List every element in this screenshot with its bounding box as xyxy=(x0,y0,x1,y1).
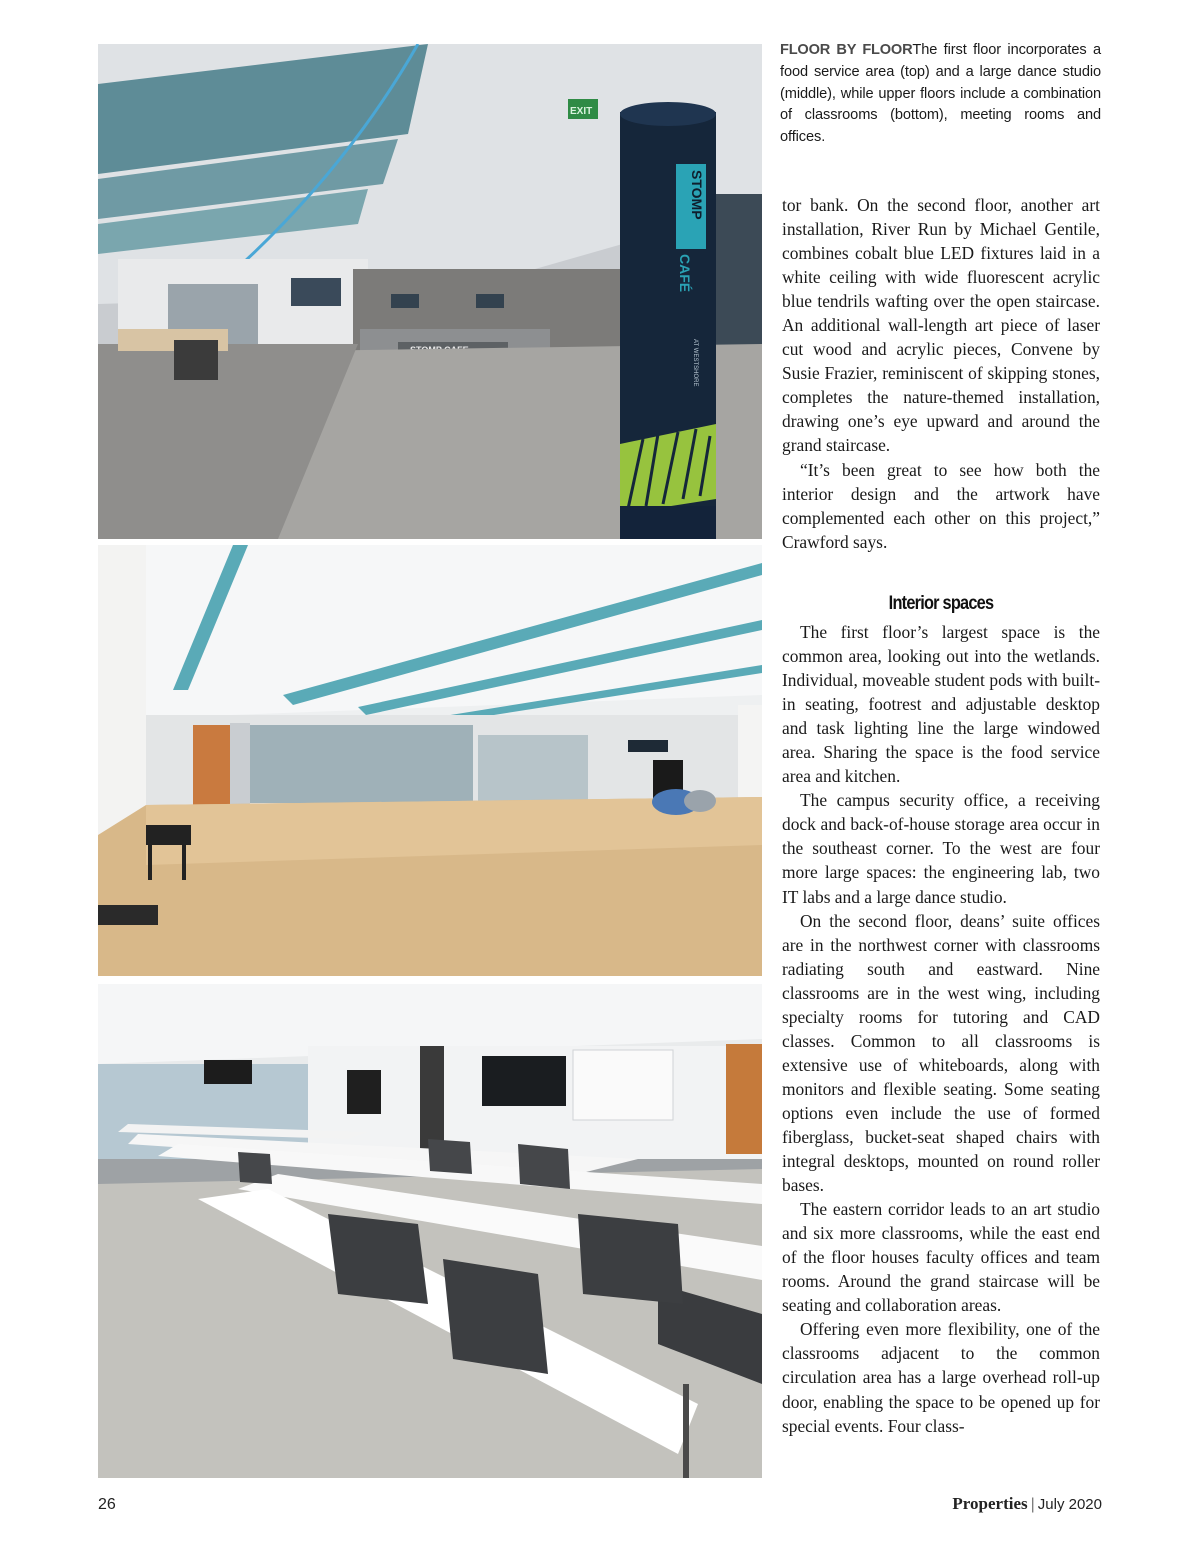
photo-dance-studio xyxy=(98,545,762,976)
column-text-stomp: STOMP xyxy=(689,170,705,220)
article-column-bottom xyxy=(782,620,1100,1438)
photo-food-service-area xyxy=(98,44,762,539)
article-paragraph: “It’s been great to see how both the interior design and the artwork have complemented each other on this project,” Crawford says. xyxy=(782,459,1100,552)
article-column-top xyxy=(782,193,1100,554)
footer-separator: | xyxy=(1030,1496,1035,1513)
issue-date: July 2020 xyxy=(1037,1496,1102,1513)
caption-text: The first floor incorporates a food service area (top) and a large dance studio (middle), while upper floors include a combination of classrooms (bottom), meeting rooms and offices. xyxy=(780,42,1101,146)
photo-caption xyxy=(780,40,1101,149)
column-text-cafe: CAFÉ xyxy=(677,254,693,293)
publication-name: Properties xyxy=(952,1494,1028,1513)
classroom-illustration xyxy=(98,984,762,1478)
section-subhead: Interior spaces xyxy=(888,593,994,614)
caption-lead: FLOOR BY FLOOR xyxy=(780,42,913,58)
article-paragraph: The campus security office, a receiving dock and back-of-house storage area occur in the southeast corner. To the west are four more large spaces: the engineering lab, two IT labs and a large dance studio. xyxy=(782,790,1100,907)
page-number: 26 xyxy=(98,1496,116,1513)
article-paragraph: On the second floor, deans’ suite offices are in the northwest corner with classrooms radiating south and eastward. Nine classrooms are in the west wing, including specialty rooms for tutoring and CAD classes. Common to all classrooms is extensive use of whiteboards, along with monitors and flexible seating. Some seating options even include the use of formed fiberglass, bucket-seat shaped chairs with integral desktops, mounted on round roller bases. xyxy=(782,910,1100,1196)
publication-footer xyxy=(952,1494,1102,1514)
dance-studio-illustration xyxy=(98,545,762,976)
article-paragraph: Offering even more flexibility, one of the classrooms adjacent to the common circulation area has a large overhead roll-up door, enabling the space to be opened up for special events. Four class- xyxy=(782,1319,1100,1436)
article-paragraph: tor bank. On the second floor, another art installation, River Run by Michael Gentile, combines cobalt blue LED fixtures laid in a white ceiling with wide fluorescent acrylic blue tendrils wafting over the open staircase. An additional wall-length art piece of laser cut wood and acrylic pieces, Convene by Susie Frazier, reminiscent of skipping stones, completes the nature-themed installation, drawing one’s eye upward and around the grand staircase. xyxy=(782,195,1100,456)
article-paragraph: The first floor’s largest space is the common area, looking out into the wetlands. Individual, moveable student pods with built-in seating, footrest and adjustable desktop and task lighting line the large windowed area. Sharing the space is the food service area and kitchen. xyxy=(782,622,1100,787)
cafe-illustration xyxy=(98,44,762,539)
exit-sign: EXIT xyxy=(570,106,593,117)
column-text-westshore: AT WESTSHORE xyxy=(692,339,698,387)
photo-classroom xyxy=(98,984,762,1478)
article-paragraph: The eastern corridor leads to an art studio and six more classrooms, while the east end of the floor houses faculty offices and team rooms. Around the grand staircase will be seating and collaboration areas. xyxy=(782,1199,1100,1316)
